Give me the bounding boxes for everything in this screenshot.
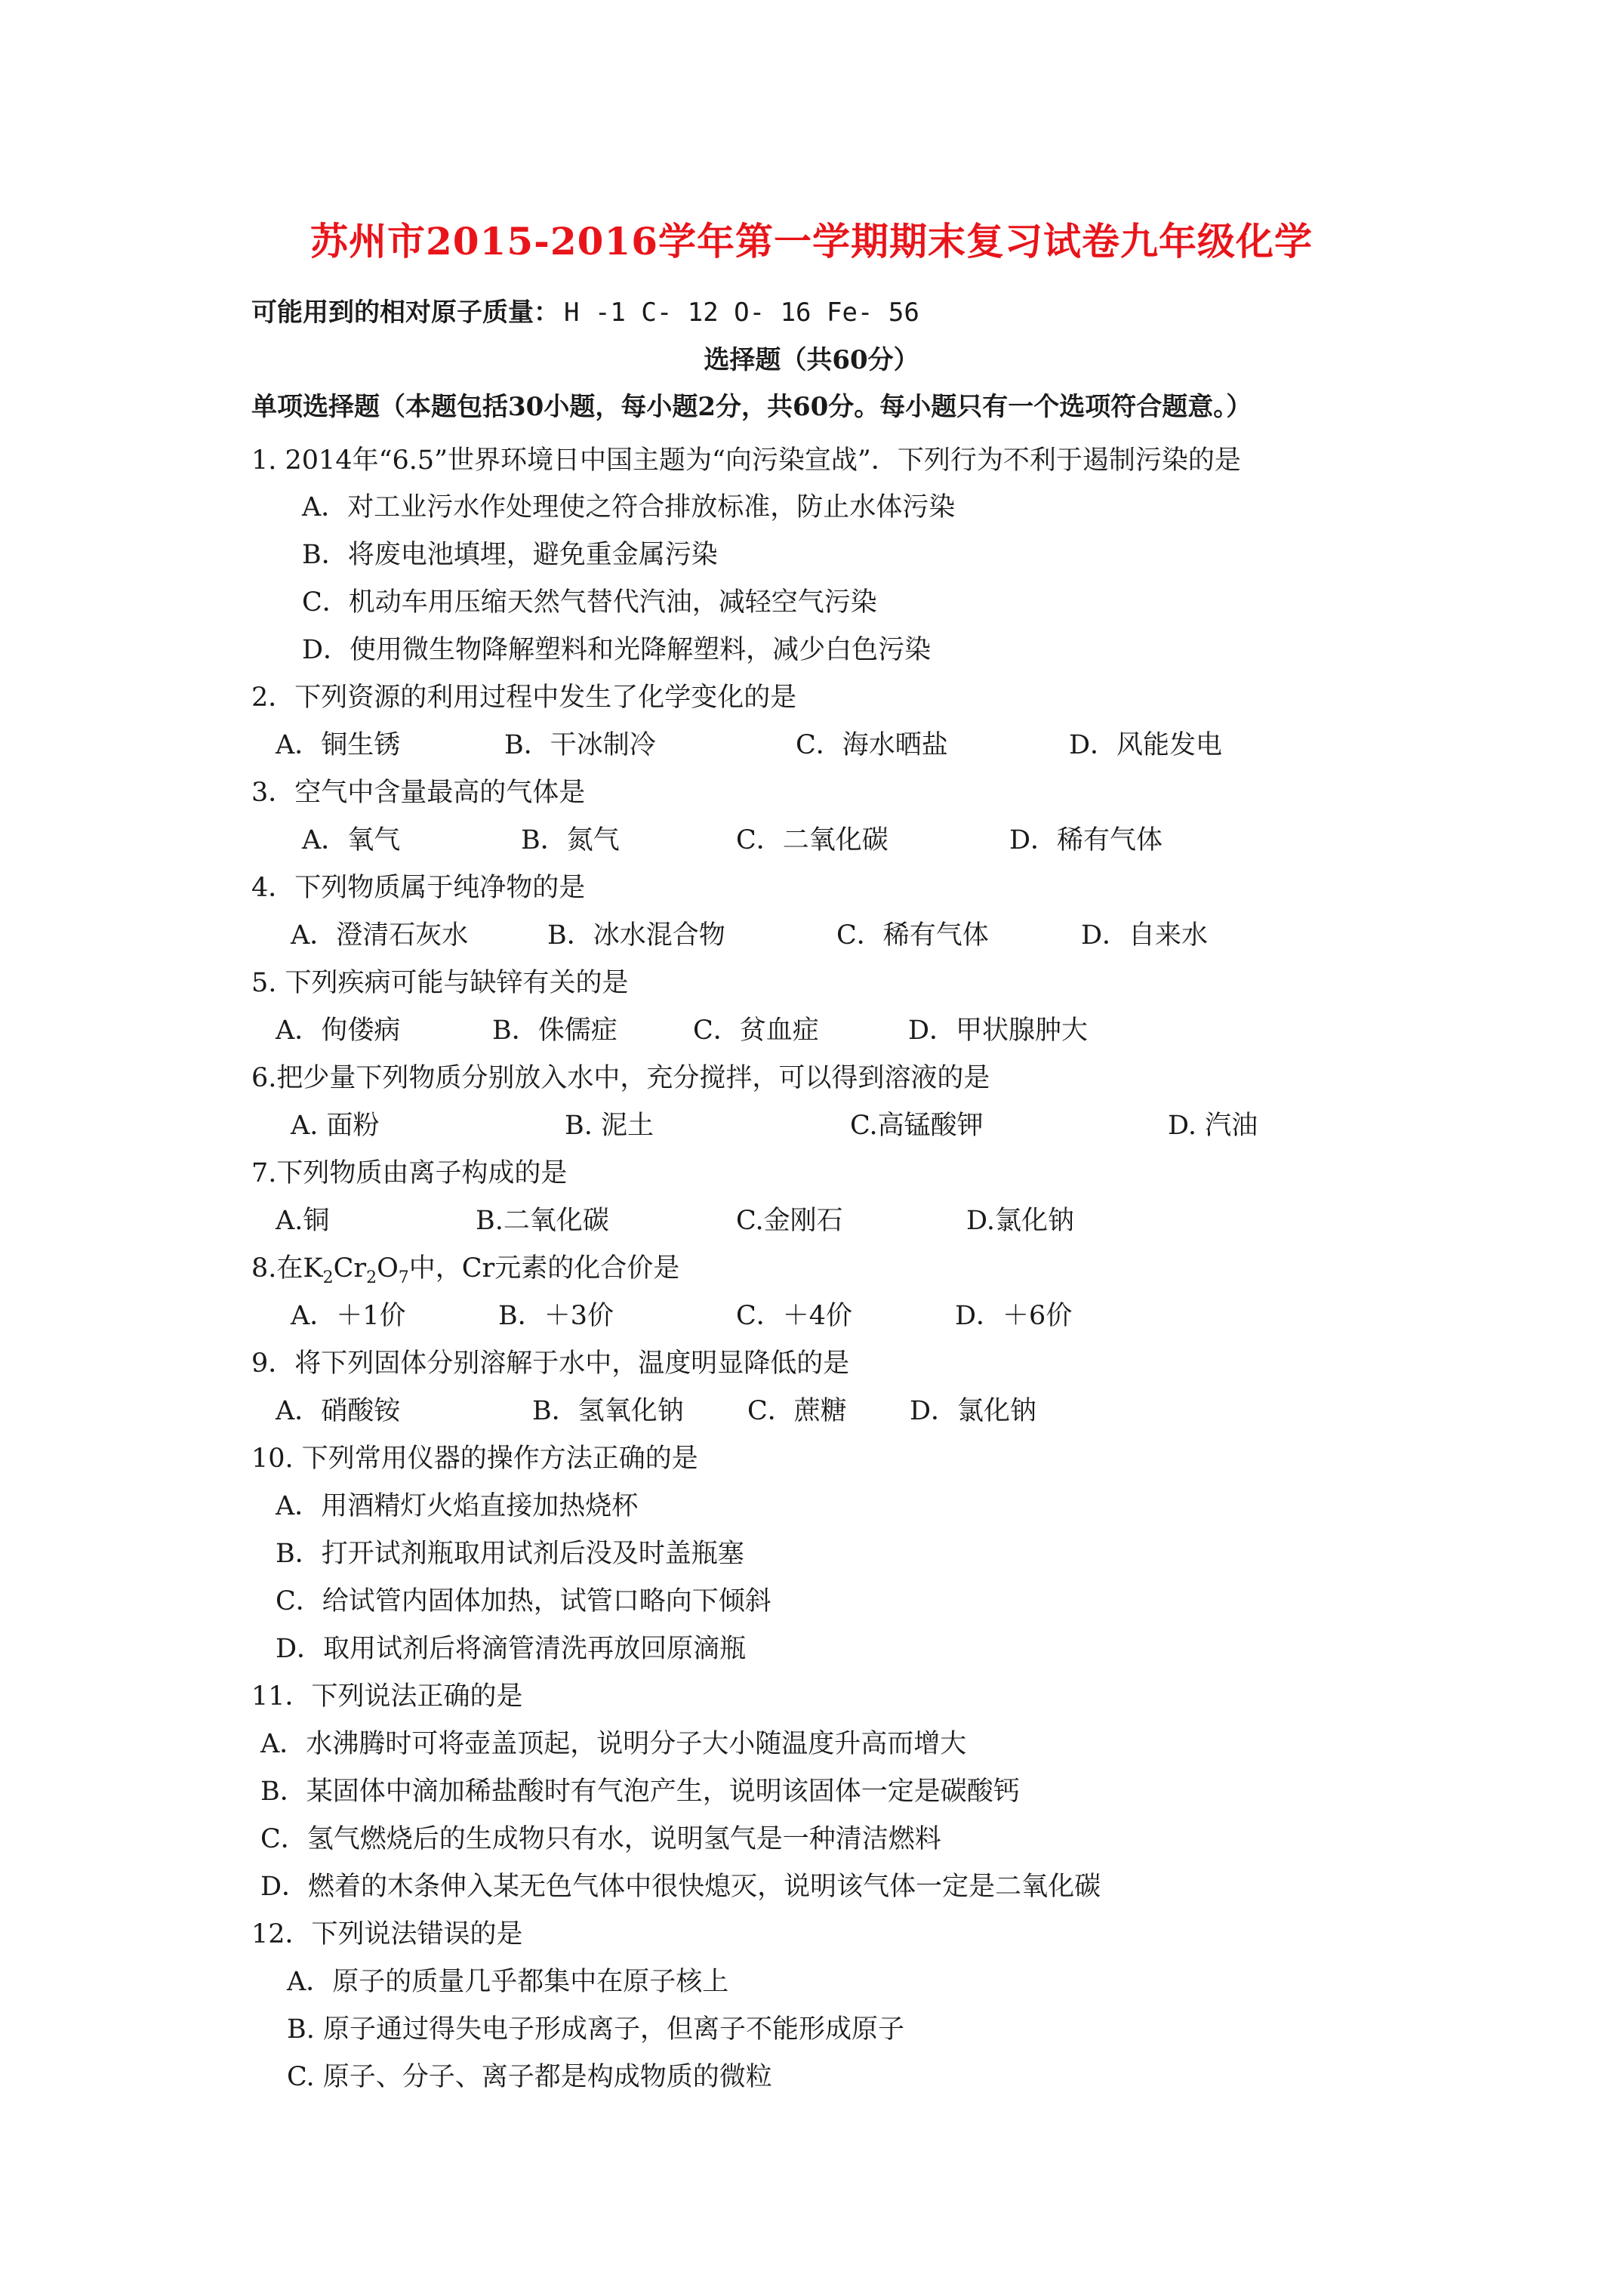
- question-9-stem: 9．将下列固体分别溶解于水中，温度明显降低的是: [251, 1348, 850, 1379]
- question-2-option-a: A．铜生锈: [276, 730, 401, 760]
- atomic-mass-values: H -1 C- 12 O- 16 Fe- 56: [564, 297, 919, 328]
- question-8-option-b: B．＋3价: [498, 1301, 614, 1331]
- question-1-option-d: D．使用微生物降解塑料和光降解塑料，减少白色污染: [302, 635, 932, 665]
- question-2-stem: 2．下列资源的利用过程中发生了化学变化的是: [251, 683, 797, 713]
- question-3-option-c: C．二氧化碳: [736, 825, 888, 855]
- question-11-option-d: D．燃着的木条伸入某无色气体中很快熄灭，说明该气体一定是二氧化碳: [260, 1872, 1101, 1902]
- question-9-option-a: A．硝酸铵: [276, 1396, 401, 1426]
- question-6-option-a: A. 面粉: [291, 1111, 380, 1141]
- question-10-stem: 10. 下列常用仪器的操作方法正确的是: [251, 1444, 698, 1474]
- question-8-stem-prefix: 8.在: [251, 1253, 303, 1284]
- section-instructions: 单项选择题（本题包括30小题，每小题2分，共60分。每小题只有一个选项符合题意。）: [251, 392, 1252, 422]
- question-5-option-d: D．甲状腺肿大: [908, 1015, 1089, 1046]
- question-6-option-c: C.高锰酸钾: [850, 1111, 984, 1141]
- question-8-stem-suffix: 中，Cr元素的化合价是: [408, 1253, 680, 1284]
- question-3-option-d: D．稀有气体: [1009, 825, 1163, 855]
- question-10-option-a: A．用酒精灯火焰直接加热烧杯: [276, 1491, 639, 1521]
- formula-o-subscript: 7: [398, 1268, 409, 1287]
- question-6-option-b: B. 泥土: [565, 1111, 654, 1141]
- question-1-stem: 1. 2014年“6.5”世界环境日中国主题为“向污染宣战”．下列行为不利于遏制污染的是: [251, 445, 1241, 476]
- question-6-option-d: D. 汽油: [1168, 1111, 1258, 1141]
- question-3-stem: 3．空气中含量最高的气体是: [251, 778, 586, 808]
- question-1-option-a: A．对工业污水作处理使之符合排放标准，防止水体污染: [302, 492, 956, 522]
- question-12-option-c: C. 原子、分子、离子都是构成物质的微粒: [287, 2062, 772, 2092]
- question-11-option-c: C．氢气燃烧后的生成物只有水，说明氢气是一种清洁燃料: [260, 1824, 941, 1854]
- question-5-stem: 5. 下列疾病可能与缺锌有关的是: [251, 968, 629, 998]
- formula-o: O: [377, 1253, 399, 1284]
- question-3-option-a: A．氧气: [302, 825, 401, 855]
- question-4-option-c: C．稀有气体: [836, 920, 989, 951]
- atomic-mass-label: 可能用到的相对原子质量：: [251, 297, 559, 328]
- section-title: 选择题（共60分）: [704, 345, 919, 375]
- formula-k: K: [303, 1253, 323, 1284]
- question-9-option-b: B．氢氧化钠: [532, 1396, 684, 1426]
- question-7-stem: 7.下列物质由离子构成的是: [251, 1158, 568, 1188]
- question-8-option-c: C．＋4价: [736, 1301, 853, 1331]
- question-10-option-d: D．取用试剂后将滴管清洗再放回原滴瓶: [276, 1634, 747, 1664]
- question-3-option-b: B．氮气: [521, 825, 620, 855]
- question-10-option-c: C．给试管内固体加热，试管口略向下倾斜: [276, 1586, 771, 1616]
- question-9-option-d: D．氯化钠: [910, 1396, 1037, 1426]
- question-4-option-a: A．澄清石灰水: [291, 920, 469, 951]
- question-4-stem: 4．下列物质属于纯净物的是: [251, 873, 586, 903]
- question-5-option-c: C．贫血症: [693, 1015, 819, 1046]
- question-11-option-a: A．水沸腾时可将壶盖顶起，说明分子大小随温度升高而增大: [260, 1729, 967, 1759]
- question-12-option-b: B. 原子通过得失电子形成离子，但离子不能形成原子: [287, 2014, 904, 2045]
- atomic-mass-line: [251, 291, 919, 328]
- question-7-option-a: A.铜: [276, 1206, 330, 1236]
- question-2-option-b: B．干冰制冷: [504, 730, 656, 760]
- question-7-option-c: C.金刚石: [736, 1206, 843, 1236]
- question-1-option-c: C．机动车用压缩天然气替代汽油，减轻空气污染: [302, 587, 877, 618]
- question-10-option-b: B．打开试剂瓶取用试剂后没及时盖瓶塞: [276, 1539, 744, 1569]
- question-4-option-d: D．自来水: [1081, 920, 1209, 951]
- question-5-option-a: A．佝偻病: [276, 1015, 401, 1046]
- formula-cr: Cr: [333, 1253, 367, 1284]
- exam-title: 苏州市2015-2016学年第一学期期末复习试卷九年级化学: [310, 219, 1313, 264]
- question-9-option-c: C．蔗糖: [747, 1396, 847, 1426]
- question-2-option-d: D．风能发电: [1069, 730, 1223, 760]
- question-11-stem: 11．下列说法正确的是: [251, 1681, 523, 1712]
- question-8-option-d: D．＋6价: [955, 1301, 1073, 1331]
- question-12-stem: 12．下列说法错误的是: [251, 1919, 523, 1949]
- question-1-option-b: B．将废电池填埋，避免重金属污染: [302, 540, 718, 570]
- question-7-option-b: B.二氧化碳: [476, 1206, 609, 1236]
- question-8-stem: [251, 1252, 679, 1295]
- question-2-option-c: C．海水晒盐: [796, 730, 948, 760]
- question-12-option-a: A．原子的质量几乎都集中在原子核上: [287, 1967, 729, 1997]
- formula-cr-subscript: 2: [366, 1268, 377, 1287]
- question-8-option-a: A．＋1价: [291, 1301, 406, 1331]
- question-11-option-b: B．某固体中滴加稀盐酸时有气泡产生，说明该固体一定是碳酸钙: [260, 1777, 1020, 1807]
- question-6-stem: 6.把少量下列物质分别放入水中，充分搅拌，可以得到溶液的是: [251, 1063, 990, 1093]
- question-7-option-d: D.氯化钠: [966, 1206, 1074, 1236]
- formula-k-subscript: 2: [322, 1268, 334, 1287]
- question-4-option-b: B．冰水混合物: [547, 920, 725, 951]
- question-5-option-b: B．侏儒症: [492, 1015, 617, 1046]
